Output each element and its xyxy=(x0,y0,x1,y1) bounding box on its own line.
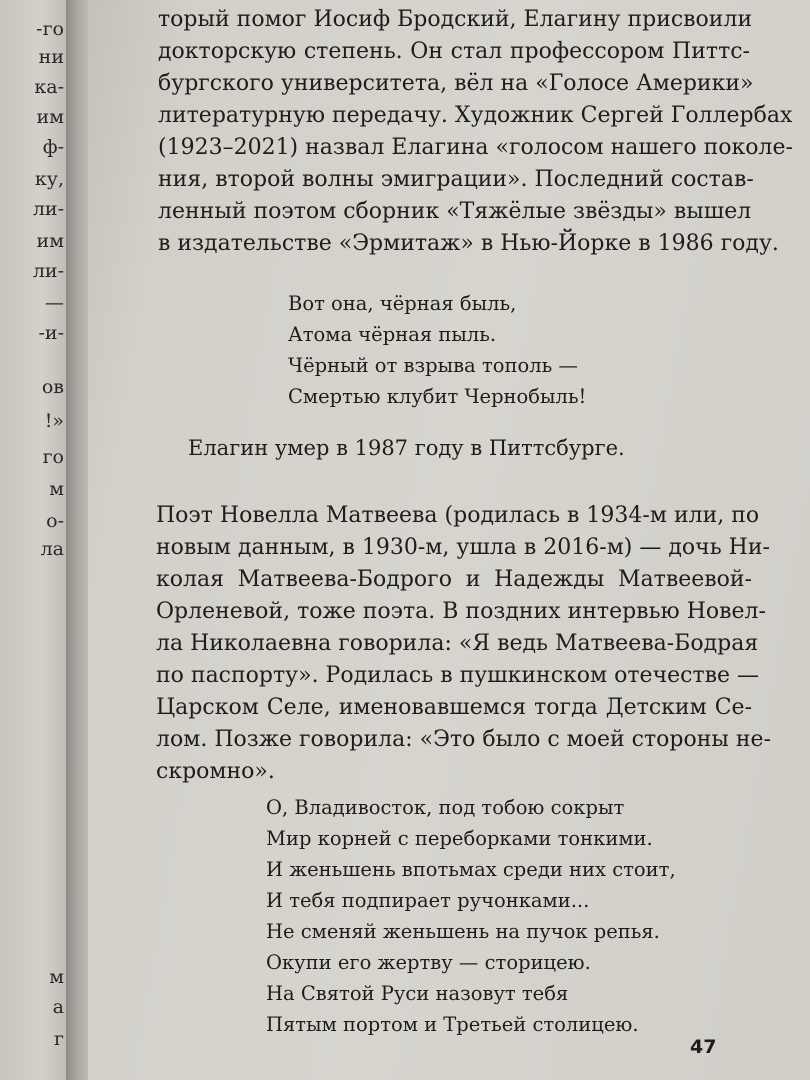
left-page-fragment: а xyxy=(52,996,64,1018)
text-line: Царском Селе, именовавшемся тогда Детским Се- xyxy=(156,695,752,720)
poem-line: Пятым портом и Третьей столицею. xyxy=(266,1013,639,1036)
text-line: лом. Позже говорила: «Это было с моей стороны не- xyxy=(156,727,772,752)
left-page-fragment: им xyxy=(36,230,64,252)
left-page-fragment: м xyxy=(49,478,64,500)
left-page-fragment: о- xyxy=(46,510,64,532)
left-page-fragment: — xyxy=(45,292,64,314)
poem-line: Чёрный от взрыва тополь — xyxy=(288,354,578,377)
poem-vladivostok xyxy=(266,792,676,1040)
text-line: Орленевой, тоже поэта. В поздних интервью Новел- xyxy=(156,599,766,624)
paragraph-matveeva xyxy=(156,500,772,788)
left-page-fragment: -го xyxy=(36,18,64,40)
poem-line: Не сменяй женьшень на пучок репья. xyxy=(266,920,660,943)
text-line: торый помог Иосиф Бродский, Елагину присвоили xyxy=(158,7,753,32)
left-page-fragment: ка- xyxy=(34,76,64,98)
text-line: новым данным, в 1930-м, ушла в 2016-м) — дочь Ни- xyxy=(156,535,770,560)
left-page-fragment: !» xyxy=(44,410,64,432)
left-page-fragment: го xyxy=(42,446,64,468)
text-line: Поэт Новелла Матвеева (родилась в 1934-м или, по xyxy=(156,503,760,528)
book-page xyxy=(88,0,810,1080)
text-line: ла Николаевна говорила: «Я ведь Матвеева-Бодрая xyxy=(156,631,759,656)
left-page-fragment: ни xyxy=(38,46,64,68)
left-page-fragment: ли- xyxy=(32,260,64,282)
left-page-fragment: ку, xyxy=(34,168,64,190)
poem-chernobyl xyxy=(288,288,586,412)
previous-page-edge xyxy=(0,0,70,1080)
poem-line: Атома чёрная пыль. xyxy=(288,323,497,346)
left-page-fragment: ф- xyxy=(42,136,64,158)
poem-line: И женьшень впотьмах среди них стоит, xyxy=(266,858,676,881)
text-line: по паспорту». Родилась в пушкинском отечестве — xyxy=(156,663,760,688)
text-line: докторскую степень. Он стал профессором Питтс- xyxy=(158,39,750,64)
poem-line: О, Владивосток, под тобою сокрыт xyxy=(266,796,625,819)
left-page-fragment: ли- xyxy=(32,198,64,220)
text-line: ния, второй волны эмиграции». Последний состав- xyxy=(158,167,754,192)
left-page-fragment: ов xyxy=(41,376,64,398)
page-number: 47 xyxy=(690,1036,717,1058)
left-page-fragment: им xyxy=(36,106,64,128)
left-page-fragment: -и- xyxy=(38,322,64,344)
text-line: литературную передачу. Художник Сергей Голлербах xyxy=(158,103,793,128)
text-line: бургского университета, вёл на «Голосе Америки» xyxy=(158,71,754,96)
death-note: Елагин умер в 1987 году в Питтсбурге. xyxy=(188,436,625,460)
poem-line: Вот она, чёрная быль, xyxy=(288,292,517,315)
left-page-fragment: м xyxy=(49,966,64,988)
poem-line: И тебя подпирает ручонками... xyxy=(266,889,590,912)
text-line: (1923–2021) назвал Елагина «голосом нашего поколе- xyxy=(158,135,793,160)
poem-line: Окупи его жертву — сторицею. xyxy=(266,951,591,974)
text-line: ленный поэтом сборник «Тяжёлые звёзды» вышел xyxy=(158,199,752,224)
text-line: колая Матвеева-Бодрого и Надежды Матвеевой- xyxy=(156,567,752,592)
left-page-fragment: г xyxy=(54,1028,64,1050)
poem-line: Мир корней с переборками тонкими. xyxy=(266,827,653,850)
poem-line: Смертью клубит Чернобыль! xyxy=(288,385,587,408)
poem-line: На Святой Руси назовут тебя xyxy=(266,982,569,1005)
text-line: в издательстве «Эрмитаж» в Нью-Йорке в 1986 году. xyxy=(158,231,779,256)
text-line: скромно». xyxy=(156,759,275,784)
left-page-fragment: ла xyxy=(40,538,64,560)
paragraph-elagin xyxy=(158,4,793,260)
